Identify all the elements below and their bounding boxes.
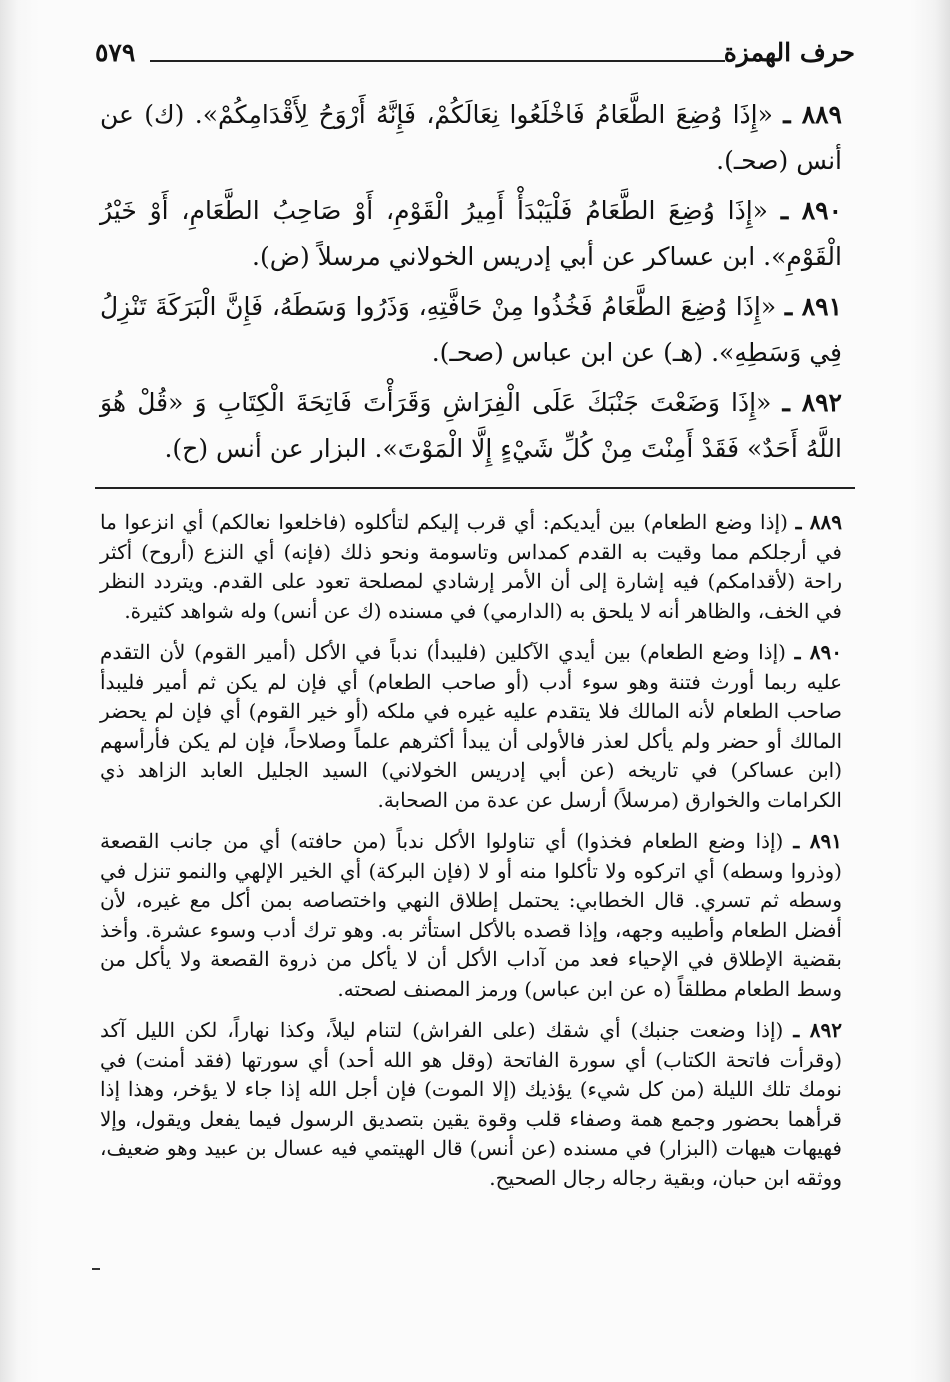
hadith-entries <box>100 92 842 476</box>
commentary-number: ٨٩١ ـ <box>793 829 842 853</box>
commentary-text: (إذا وضع الطعام) بين أيدي الآكلين (فليبدأ) ندباً في الأكل (أمير القوم) لأن التقدم عليه ربما أورث فتنة وهو سوء أدب (أو صاحب الطعام) أي فإن لم يكن ثم أمير فليبدأ صاحب الطعام لأنه المالك فلا يتقدم عليه غيره في ملكه (أو خير القوم) أي فإن لم يحضر المالك أو حضر ولم يأكل لعذر فالأولى أن يبدأ أكثرهم علماً وصلاحاً، فإن لم يكن فأرأسهم (ابن عساكر) في تاريخه (عن أبي إدريس الخولاني) السيد الجليل العابد الزاهد ذي الكرامات والخوارق (مرسلاً) أرسل عن عدة من الصحابة. <box>100 640 842 812</box>
hadith-entry <box>100 92 842 184</box>
hadith-entry <box>100 380 842 472</box>
hadith-text: «إِذَا وُضِعَ الطَّعَامُ فَخُذُوا مِنْ حَافَّتِهِ، وَذَرُوا وَسَطَهُ، فَإِنَّ الْبَرَكَةَ تَنْزِلُ فِي وَسَطِهِ». (هـ) عن ابن عباس (صحـ). <box>100 292 842 367</box>
section-divider <box>95 487 855 489</box>
margin-mark <box>92 1268 100 1270</box>
hadith-number: ٨٩١ ـ <box>784 292 843 321</box>
hadith-text: «إِذَا وُضِعَ الطَّعَامُ فَاخْلَعُوا نِعَالَكُمْ، فَإِنَّهُ أَرْوَحُ لِأَقْدَامِكُمْ». (ك) عن أنس (صحـ). <box>100 100 842 175</box>
chapter-title: حرف الهمزة <box>723 38 855 67</box>
page-header <box>95 38 855 78</box>
commentary-text: (إذا وضعت جنبك) أي شقك (على الفراش) لتنام ليلاً، وكذا نهاراً، لكن الليل آكد (وقرأت فاتحة الكتاب) أي سورة الفاتحة (وقل هو الله أحد) أي سورتها (فقد أمنت) في نومك تلك الليلة (من كل شيء) يؤذيك (إلا الموت) فإن أجل الله إذا جاء لا يؤخر، وهذا إذا قرأهما بحضور وجمع همة وصفاء قلب وقوة يقين بتصديق الرسول فيما يفعل ويقول، وإلا فهيهات هيهات (البزار) في مسنده (عن أنس) قال الهيتمي فيه عسال بن عبيد وهو ضعيف، ووثقه ابن حبان، وبقية رجاله رجال الصحيح. <box>100 1018 842 1190</box>
commentary-text: (إذا وضع الطعام فخذوا) أي تناولوا الأكل ندباً (من حافته) أي من جانب القصعة (وذروا وسطه) أي اتركوه ولا تأكلوا منه أو لا (فإن البركة) أي الخير الإلهي والنمو تنزل في وسطه ثم تسري. قال الخطابي: يحتمل إطلاق النهي واختصاصه بمن أكل مع غيره، لأن أفضل الطعام وأطيبه وجهه، وإذا قصده بالأكل استأثر به. وهو ترك أدب وسوء عشرة. وأخذ بقضية الإطلاق في الإحياء فعد من آداب الأكل أن لا يأكل من ذروة القصعة ولا يأكل من وسط الطعام مطلقاً (ه عن ابن عباس) ورمز المصنف لصحته. <box>100 829 842 1001</box>
hadith-entry <box>100 284 842 376</box>
hadith-number: ٨٩٢ ـ <box>782 388 842 417</box>
hadith-text: «إِذَا وُضِعَ الطَّعَامُ فَلْيَبْدَأْ أَمِيرُ الْقَوْمِ، أَوْ صَاحِبُ الطَّعَامِ، أَوْ خَيْرُ الْقَوْمِ». ابن عساكر عن أبي إدريس الخولاني مرسلاً (ض). <box>100 196 842 271</box>
header-rule <box>150 60 725 62</box>
commentary-paragraph <box>100 638 842 815</box>
hadith-text: «إِذَا وَضَعْتَ جَنْبَكَ عَلَى الْفِرَاشِ وَقَرَأْتَ فَاتِحَةَ الْكِتَابِ وَ «قُلْ هُوَ اللَّهُ أَحَدٌ» فَقَدْ أَمِنْتَ مِنْ كُلِّ شَيْءٍ إِلَّا الْمَوْتَ». البزار عن أنس (ح). <box>100 388 842 463</box>
commentary-number: ٨٩٠ ـ <box>794 640 842 664</box>
hadith-number: ٨٨٩ ـ <box>783 100 842 129</box>
hadith-entry <box>100 188 842 280</box>
commentary-text: (إذا وضع الطعام) بين أيديكم: أي قرب إليكم لتأكلوه (فاخلعوا نعالكم) أي انزعوا ما في أرجلكم مما وقيت به القدم كمداس وتاسومة ونحو ذلك (فإنه) أي النزع (أروح) أكثر راحة (لأقدامكم) فيه إشارة إلى أن الأمر إرشادي لمصلحة تعود على القدم. ويتردد النظر في الخف، والظاهر أنه لا يلحق به (الدارمي) في مسنده (ك عن أنس) وله شواهد كثيرة. <box>100 510 842 623</box>
commentary-number: ٨٩٢ ـ <box>793 1018 842 1042</box>
commentary-paragraph <box>100 827 842 1004</box>
commentary-section <box>100 508 842 1205</box>
hadith-number: ٨٩٠ ـ <box>780 196 843 225</box>
commentary-number: ٨٨٩ ـ <box>795 510 843 534</box>
commentary-paragraph <box>100 508 842 626</box>
commentary-paragraph <box>100 1016 842 1193</box>
page-number: ٥٧٩ <box>95 38 136 67</box>
